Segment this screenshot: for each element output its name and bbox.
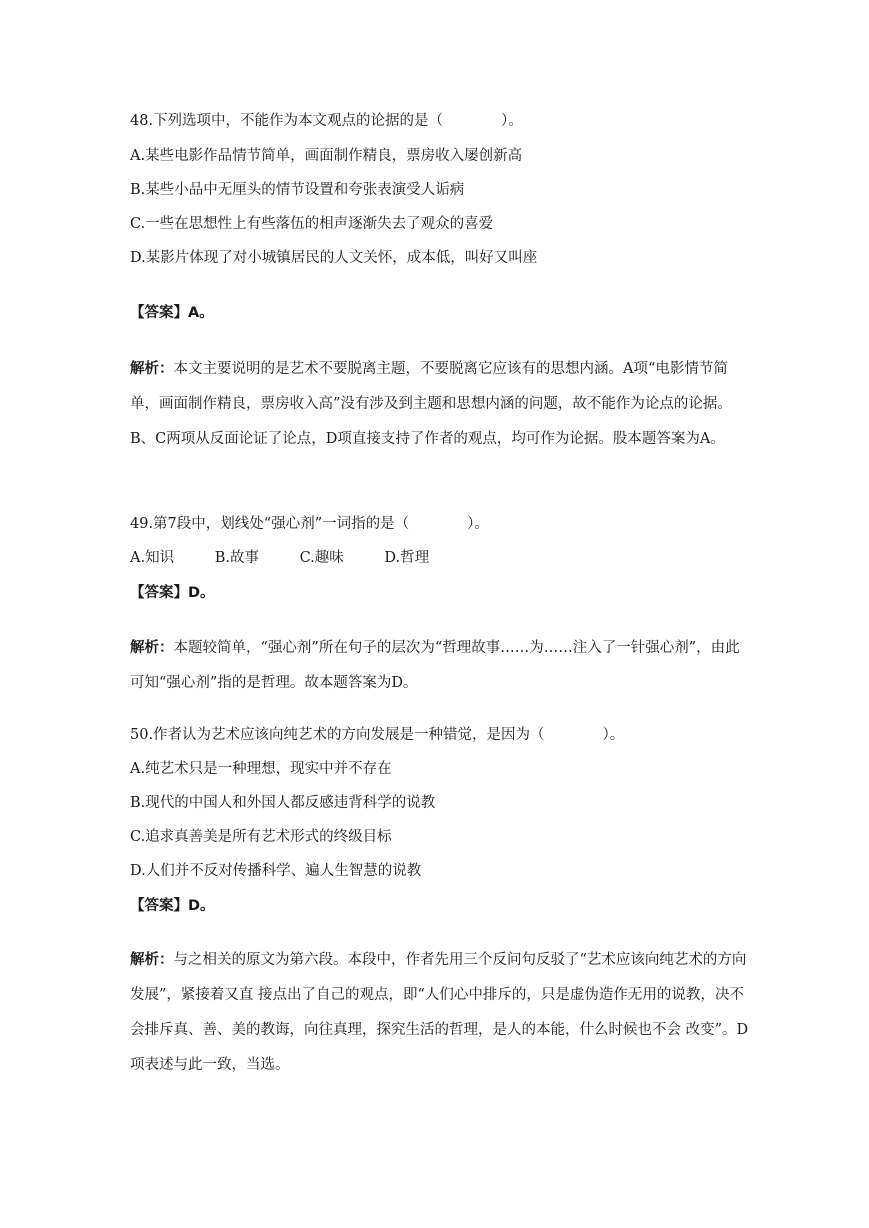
q49-option-c: C.趣味	[299, 550, 344, 566]
q50-option-b: B.现代的中国人和外国人都反感违背科学的说教	[130, 795, 436, 811]
question-49: 49.第7段中，划线处“强心剂”一词指的是（ ）。	[130, 516, 489, 532]
q50-analysis	[130, 943, 750, 1083]
analysis-text: 与之相关的原文为第六段。本段中，作者先用三个反问句反驳了“艺术应该向纯艺术的方向发展”，紧接着又直 接点出了自己的观点，即“人们心中排斥的，只是虚伪造作无用的说教，决不会排斥真、善、美的教诲，向往真理，探究生活的哲理，是人的本能，什么时候也不会 改变”。D项表述与此一致，当选。	[130, 952, 749, 1073]
analysis-label: 解析：	[130, 361, 174, 377]
q50-option-d: D.人们并不反对传播科学、遍人生智慧的说教	[130, 863, 422, 879]
question-48: 48.下列选项中，不能作为本文观点的论据的是（ ）。	[130, 113, 523, 129]
q49-option-d: D.哲理	[384, 550, 430, 566]
q48-option-d: D.某影片体现了对小城镇居民的人文关怀，成本低，叫好又叫座	[130, 250, 538, 266]
analysis-label: 解析：	[130, 952, 174, 968]
q48-option-c: C.一些在思想性上有些落伍的相声逐渐失去了观众的喜爱	[130, 216, 494, 232]
q49-answer: 【答案】D。	[130, 585, 215, 601]
q50-option-a: A.纯艺术只是一种理想，现实中并不存在	[130, 761, 392, 777]
analysis-text: 本文主要说明的是艺术不要脱离主题，不要脱离它应该有的思想内涵。A项“电影情节简单，画面制作精良，票房收入高”没有涉及到主题和思想内涵的问题，故不能作为论点的论据。B、C两项从反面论证了论点，D项直接支持了作者的观点，均可作为论据。股本题答案为A。	[130, 361, 732, 447]
q48-analysis	[130, 352, 750, 457]
q49-options	[130, 548, 429, 568]
q48-answer: 【答案】A。	[130, 305, 214, 321]
q48-option-a: A.某些电影作品情节简单，画面制作精良，票房收入屡创新高	[130, 148, 523, 164]
q50-option-c: C.追求真善美是所有艺术形式的终级目标	[130, 829, 392, 845]
analysis-label: 解析：	[130, 640, 174, 656]
q49-option-b: B.故事	[214, 550, 259, 566]
question-50: 50.作者认为艺术应该向纯艺术的方向发展是一种错觉，是因为（ ）。	[130, 727, 625, 743]
analysis-text: 本题较简单，“强心剂”所在句子的层次为“哲理故事……为……注入了一针强心剂”，由此可知“强心剂”指的是哲理。故本题答案为D。	[130, 640, 740, 691]
q49-option-a: A.知识	[130, 550, 175, 566]
q49-analysis	[130, 631, 750, 701]
q50-answer: 【答案】D。	[130, 898, 215, 914]
q48-option-b: B.某些小品中无厘头的情节设置和夸张表演受人诟病	[130, 182, 465, 198]
